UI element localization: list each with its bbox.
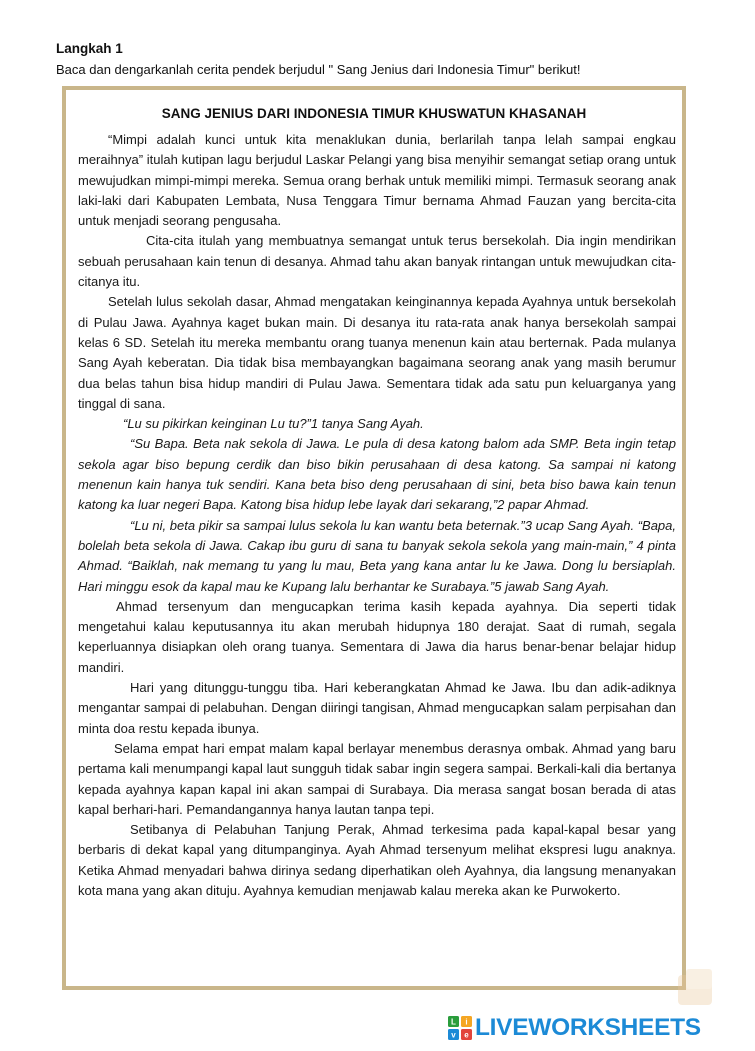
brand-name: LIVEWORKSHEETS xyxy=(475,1014,701,1041)
step-title: Langkah 1 xyxy=(56,41,123,56)
story-body xyxy=(78,130,676,901)
dialog-paragraph: “Lu ni, beta pikir sa sampai lulus sekola lu kan wantu beta beternak.”3 ucap Sang Ayah. “Bapa, bolelah beta sekola di Jawa. Cakap ibu guru di sana tu banyak sekola sekola yang main-main,” 4 pinta Ahmad. “Baiklah, nak memang tu yang lu mau, Beta yang kana antar lu ke Jawa. Dong lu bersiaplah. Hari minggu esok da kapal mau ke Kupang lalu berhantar ke Surabaya.”5 jawab Sang Ayah. xyxy=(78,517,676,594)
story-frame xyxy=(62,86,686,990)
story-title: SANG JENIUS DARI INDONESIA TIMUR KHUSWATUN KHASANAH xyxy=(161,106,587,121)
story-paragraph: Setibanya di Pelabuhan Tanjung Perak, Ahmad terkesima pada kapal-kapal besar yang berbaris di dekat kapal yang ditumpanginya. Ayah Ahmad tersenyum melihat ekspresi lugu anaknya. Ketika Ahmad menyadari bahwa dirinya sedang diperhatikan oleh Ayahnya, dia langsung menanyakan kota mana yang akan dituju. Ayahnya kemudian menjawab kalau mereka akan ke Purwokerto. xyxy=(78,822,676,898)
story-paragraph: Cita-cita itulah yang membuatnya semangat untuk terus bersekolah. Dia ingin mendirikan sebuah perusahaan kain tenun di desanya. Ahmad tahu akan banyak rintangan untuk mewujudkan cita-citanya itu. xyxy=(78,233,676,290)
story-paragraph: Hari yang ditunggu-tunggu tiba. Hari keberangkatan Ahmad ke Jawa. Ibu dan adik-adiknya mengantar sampai di pelabuhan. Dengan diiringi tangisan, Ahmad mengucapkan salam perpisahan dan minta doa restu kepada ibunya. xyxy=(78,680,676,736)
svg-text:L: L xyxy=(451,1017,456,1027)
decorative-corner-shape xyxy=(672,965,720,1013)
svg-text:i: i xyxy=(465,1017,468,1027)
story-paragraph: “Mimpi adalah kunci untuk kita menaklukan dunia, berlarilah tanpa lelah sampai engkau meraihnya” itulah kutipan lagu berjudul Laskar Pelangi yang bisa menyihir semangat setiap orang untuk mewujudkan mimpi-mimpi mereka. Semua orang berhak untuk memiliki mimpi. Termasuk seorang anak laki-laki dari Kabupaten Lembata, Nusa Tenggara Timur bernama Ahmad Fauzan yang bercita-cita untuk menjadi seorang pengusaha. xyxy=(78,132,676,229)
brand-footer[interactable] xyxy=(448,1013,701,1043)
svg-text:v: v xyxy=(451,1030,456,1040)
story-paragraph: Selama empat hari empat malam kapal berlayar menembus derasnya ombak. Ahmad yang baru pertama kali menumpangi kapal laut sungguh tidak sabar ingin segera sampai. Berkali-kali dia bertanya kepada ayahnya kapan kapal ini akan sampai di Surabaya. Dia merasa sangat bosan berada di atas kapal berhari-hari. Pemandangannya hanya lautan tanpa tepi. xyxy=(78,740,676,817)
dialog-paragraph: “Su Bapa. Beta nak sekola di Jawa. Le pula di desa katong balom ada SMP. Beta ingin tetap sekola agar biso bepung cerdik dan biso bikin perusahaan di desa katong. Sa sampai ni katong menenun kain hanya tuk sendiri. Kana beta biso deng perusahaan di sini, beta biso bawa kain tenun katong ka luar negeri Bapa. Katong bisa hidup lebe layak dari sekarang,”2 papar Ahmad. xyxy=(78,436,676,513)
svg-text:e: e xyxy=(464,1030,469,1040)
liveworksheets-logo-icon xyxy=(448,1016,472,1040)
step-instruction: Baca dan dengarkanlah cerita pendek berjudul " Sang Jenius dari Indonesia Timur" berikut! xyxy=(56,62,581,77)
dialog-paragraph: “Lu su pikirkan keinginan Lu tu?”1 tanya Sang Ayah. xyxy=(123,416,424,432)
story-paragraph: Setelah lulus sekolah dasar, Ahmad mengatakan keinginannya kepada Ayahnya untuk bersekolah di Pulau Jawa. Ayahnya kaget bukan main. Di desanya itu rata-rata anak hanya bersekolah sampai kelas 6 SD. Setelah itu mereka membantu orang tuanya menenun kain atau berternak. Pada mulanya Sang Ayah keberatan. Dia tidak bisa membayangkan bagaimana seorang anak yang masih berumur dua belas tahun bisa hidup mandiri di Pulau Jawa. Sementara tidak ada satu pun keluarganya yang tinggal di sana. xyxy=(78,294,676,411)
story-paragraph: Ahmad tersenyum dan mengucapkan terima kasih kepada ayahnya. Dia seperti tidak mengetahui kalau keputusannya itu akan merubah hidupnya 180 derajat. Saat di rumah, segala keperluannya disiapkan oleh orang tuanya. Sementara di Jawa dia harus benar-benar belajar hidup mandiri. xyxy=(78,598,676,675)
